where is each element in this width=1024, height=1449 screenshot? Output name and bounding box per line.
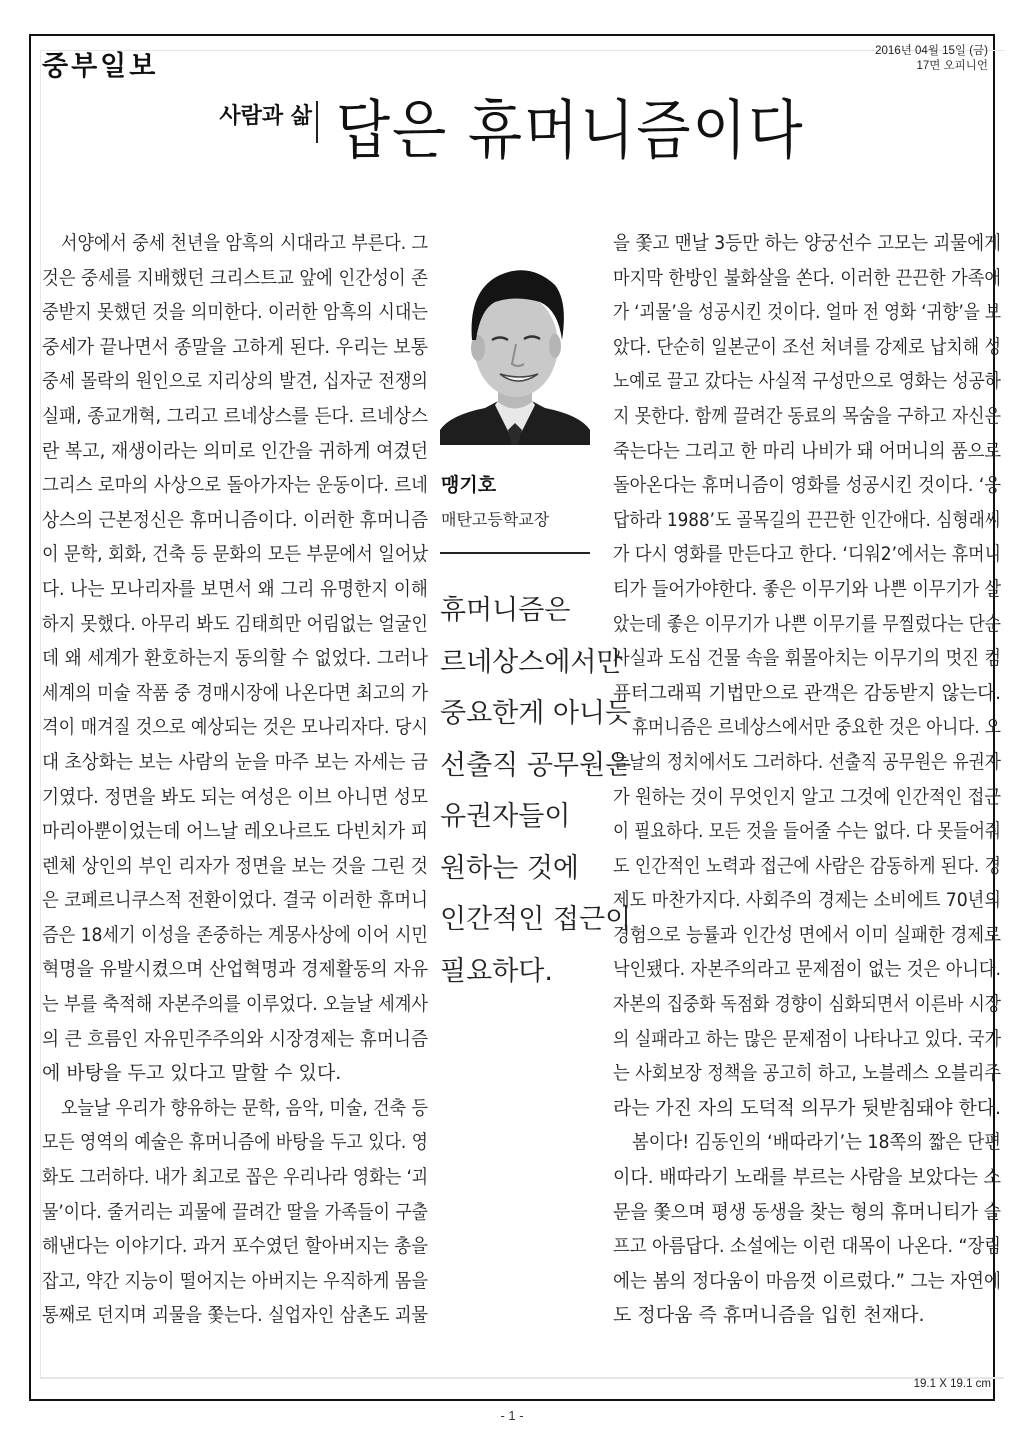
article-column-right [613, 226, 1001, 1333]
text-line: 대 초상화는 보는 사람의 눈을 마주 보는 자세는 금 [42, 750, 428, 773]
text-line: 실패, 종교개혁, 그리고 르네상스를 든다. 르네상스 [42, 404, 428, 427]
text-line: 마리아뿐이었는데 어느날 레오나르도 다빈치가 피 [42, 820, 428, 843]
text-line: 프고 아름답다. 소설에는 이런 대목이 나온다. “장림 [613, 1235, 1001, 1258]
text-line: 가 ‘괴물’을 성공시킨 것이다. 얼마 전 영화 ‘귀향’을 보 [613, 301, 1001, 324]
text-line: 서양에서 중세 천년을 암흑의 시대라고 부른다. 그 [61, 232, 428, 254]
text-line: 의 실패라고 하는 많은 문제점이 나타나고 있다. 국가 [613, 1027, 1001, 1050]
page-number: - 1 - [500, 1408, 524, 1423]
text-line: 화도 그러하다. 내가 최고로 꼽은 우리나라 영화는 ‘괴 [42, 1166, 428, 1189]
text-line: 사실과 도심 건물 속을 휘몰아치는 이무기의 멋진 컴 [613, 647, 1001, 670]
pull-quote-line: 중요한게 아니듯 [440, 698, 632, 729]
kicker-divider [316, 101, 318, 143]
text-line: 오늘날 우리가 향유하는 문학, 음악, 미술, 건축 등 [61, 1096, 428, 1119]
pull-quote-line: 휴머니즘은 [440, 595, 571, 626]
author-photo [440, 240, 590, 445]
text-line: 는 부를 축적해 자본주의를 이루었다. 오늘날 세계사 [42, 993, 428, 1016]
text-line: 세계의 미술 작품 중 경매시장에 나온다면 최고의 가 [42, 681, 428, 704]
pull-quote [440, 585, 632, 997]
text-line: 티가 들어가야한다. 좋은 이무기와 나쁜 이무기가 살 [613, 577, 1001, 600]
section-label: 17면 오피니언 [916, 60, 988, 72]
text-line: 가 다시 영화를 만든다고 한다. ‘디워2’에서는 휴머니 [613, 543, 1001, 566]
article-title: 답은 휴머니즘이다 [336, 93, 805, 169]
article-bottom-divider [40, 1377, 1004, 1378]
text-line: 휴머니즘은 르네상스에서만 중요한 것은 아니다. 오 [632, 716, 1001, 739]
pull-quote-line: 르네상스에서만 [440, 646, 623, 678]
text-line: 에는 봄의 정다움이 마음껏 이르렀다.” 그는 자연에 [613, 1269, 1001, 1292]
text-line: 물’이다. 줄거리는 괴물에 끌려간 딸을 가족들이 구출 [42, 1200, 428, 1223]
text-line: 통째로 던지며 괴물을 쫓는다. 실업자인 삼촌도 괴물 [42, 1304, 428, 1327]
text-line: 는 사회보장 정책을 공고히 하고, 노블레스 오블리주 [613, 1062, 1001, 1085]
author-title: 매탄고등학교장 [441, 510, 550, 529]
headline [0, 86, 1024, 169]
text-line: 다. 나는 모나리자를 보면서 왜 그리 유명한지 이해 [42, 577, 428, 600]
portrait-icon [440, 240, 590, 445]
article-column-left [42, 226, 428, 1333]
text-line: 상스의 근본정신은 휴머니즘이다. 이러한 휴머니즘 [42, 508, 428, 531]
text-line: 란 복고, 재생이라는 의미로 인간을 귀하게 여겼던 [42, 439, 428, 462]
pull-quote-line: 선출직 공무원은 [440, 749, 632, 781]
text-line: 격이 매겨질 것으로 예상되는 것은 모나리자다. 당시 [42, 716, 428, 739]
pull-quote-line: 필요하다. [440, 955, 553, 987]
dateline [875, 44, 988, 74]
text-line: 이 필요하다. 모든 것을 들어줄 수는 없다. 다 못들어줘 [613, 820, 1001, 843]
publication-date: 2016년 04월 15일 (금) [875, 45, 988, 57]
text-line: 모든 영역의 예술은 휴머니즘에 바탕을 두고 있다. 영 [42, 1131, 428, 1154]
text-line: 잡고, 약간 지능이 떨어지는 아버지는 우직하게 몸을 [42, 1269, 428, 1292]
text-line: 지 못한다. 함께 끌려간 동료의 목숨을 구하고 자신은 [613, 404, 1001, 427]
text-line: 았다. 단순히 일본군이 조선 처녀를 강제로 납치해 성 [613, 335, 1001, 358]
column-kicker: 사람과 삶 [219, 103, 313, 129]
text-line: 의 큰 흐름인 자유민주주의와 시장경제는 휴머니즘 [42, 1027, 428, 1050]
pull-quote-line: 유권자들이 [440, 801, 571, 832]
pull-quote-line: 원하는 것에 [440, 852, 579, 884]
text-line: 돌아온다는 휴머니즘이 영화를 성공시킨 것이다. ‘응 [613, 474, 1001, 497]
text-line: 은 코페르니쿠스적 전환이었다. 결국 이러한 휴머니 [42, 889, 428, 912]
text-line: 낙인됐다. 자본주의라고 문제점이 없는 것은 아니다. [613, 958, 1001, 981]
text-line: 경험으로 능률과 인간성 면에서 이미 실패한 경제로 [613, 923, 1001, 946]
text-line: 데 왜 세계가 환호하는지 동의할 수 없었다. 그러나 [42, 647, 428, 670]
text-line: 기였다. 정면을 봐도 되는 여성은 이브 아니면 성모 [42, 785, 428, 808]
text-line: 이다. 배따라기 노래를 부르는 사람을 보았다는 소 [613, 1166, 1001, 1189]
text-line: 중세 몰락의 원인으로 지리상의 발견, 십자군 전쟁의 [42, 370, 428, 393]
text-line: 문을 쫓으며 평생 동생을 찾는 형의 휴머니티가 슬 [613, 1200, 1001, 1223]
text-line: 라는 가진 자의 도덕적 의무가 뒷받침돼야 한다. [613, 1096, 1001, 1119]
text-line: 늘날의 정치에서도 그러하다. 선출직 공무원은 유권자 [613, 750, 1001, 773]
text-line: 에 바탕을 두고 있다고 말할 수 있다. [42, 1062, 342, 1085]
text-line: 도 정다움 즉 휴머니즘을 입힌 천재다. [613, 1304, 925, 1327]
text-line: 이 문학, 회화, 건축 등 문화의 모든 부문에서 일어났 [42, 543, 428, 566]
newspaper-logo: 중부일보 [42, 51, 159, 82]
text-line: 중받지 못했던 것을 의미한다. 이러한 암흑의 시대는 [42, 301, 428, 324]
clipping-size: 19.1 X 19.1 cm [913, 1378, 991, 1390]
text-line: 봄이다! 김동인의 ‘배따라기’는 18쪽의 짧은 단편 [632, 1131, 1001, 1154]
text-line: 답하라 1988’도 골목길의 끈끈한 인간애다. 심형래씨 [613, 508, 1001, 531]
text-line: 도 인간적인 노력과 접근에 사람은 감동하게 된다. 경 [613, 854, 1001, 877]
author-name: 맹기호 [441, 474, 497, 496]
text-line: 마지막 한방인 불화살을 쏜다. 이러한 끈끈한 가족애 [613, 266, 1001, 289]
text-line: 즘은 18세기 이성을 존중하는 계몽사상에 이어 시민 [42, 923, 428, 946]
text-line: 중세가 끝나면서 종말을 고하게 된다. 우리는 보통 [42, 335, 428, 358]
text-line: 것은 중세를 지배했던 크리스트교 앞에 인간성이 존 [42, 266, 428, 289]
text-line: 았는데 좋은 이무기가 나쁜 이무기를 무찔렀다는 단순 [613, 612, 1001, 635]
text-line: 해낸다는 이야기다. 과거 포수였던 할아버지는 총을 [42, 1235, 428, 1258]
text-line: 하지 못했다. 아무리 봐도 김태희만 어림없는 얼굴인 [42, 612, 428, 635]
text-line: 을 쫓고 맨날 3등만 하는 양궁선수 고모는 괴물에게 [613, 232, 1001, 254]
text-line: 퓨터그래픽 기법만으로 관객은 감동받지 않는다. [613, 681, 1001, 704]
text-line: 가 원하는 것이 무엇인지 알고 그것에 인간적인 접근 [613, 785, 1001, 808]
text-line: 노예로 끌고 갔다는 사실적 구성만으로 영화는 성공하 [613, 370, 1001, 393]
text-line: 제도 마찬가지다. 사회주의 경제는 소비에트 70년의 [613, 889, 1001, 912]
text-line: 렌체 상인의 부인 리자가 정면을 보는 것을 그린 것 [42, 854, 428, 877]
byline-divider [440, 552, 590, 554]
text-line: 혁명을 유발시켰으며 산업혁명과 경제활동의 자유 [42, 958, 428, 981]
text-line: 죽는다는 그리고 한 마리 나비가 돼 어머니의 품으로 [613, 439, 1001, 462]
text-line: 그리스 로마의 사상으로 돌아가자는 운동이다. 르네 [42, 474, 428, 497]
pull-quote-line: 인간적인 접근이 [440, 904, 632, 935]
text-line: 자본의 집중화 독점화 경향이 심화되면서 이른바 시장 [613, 993, 1001, 1016]
